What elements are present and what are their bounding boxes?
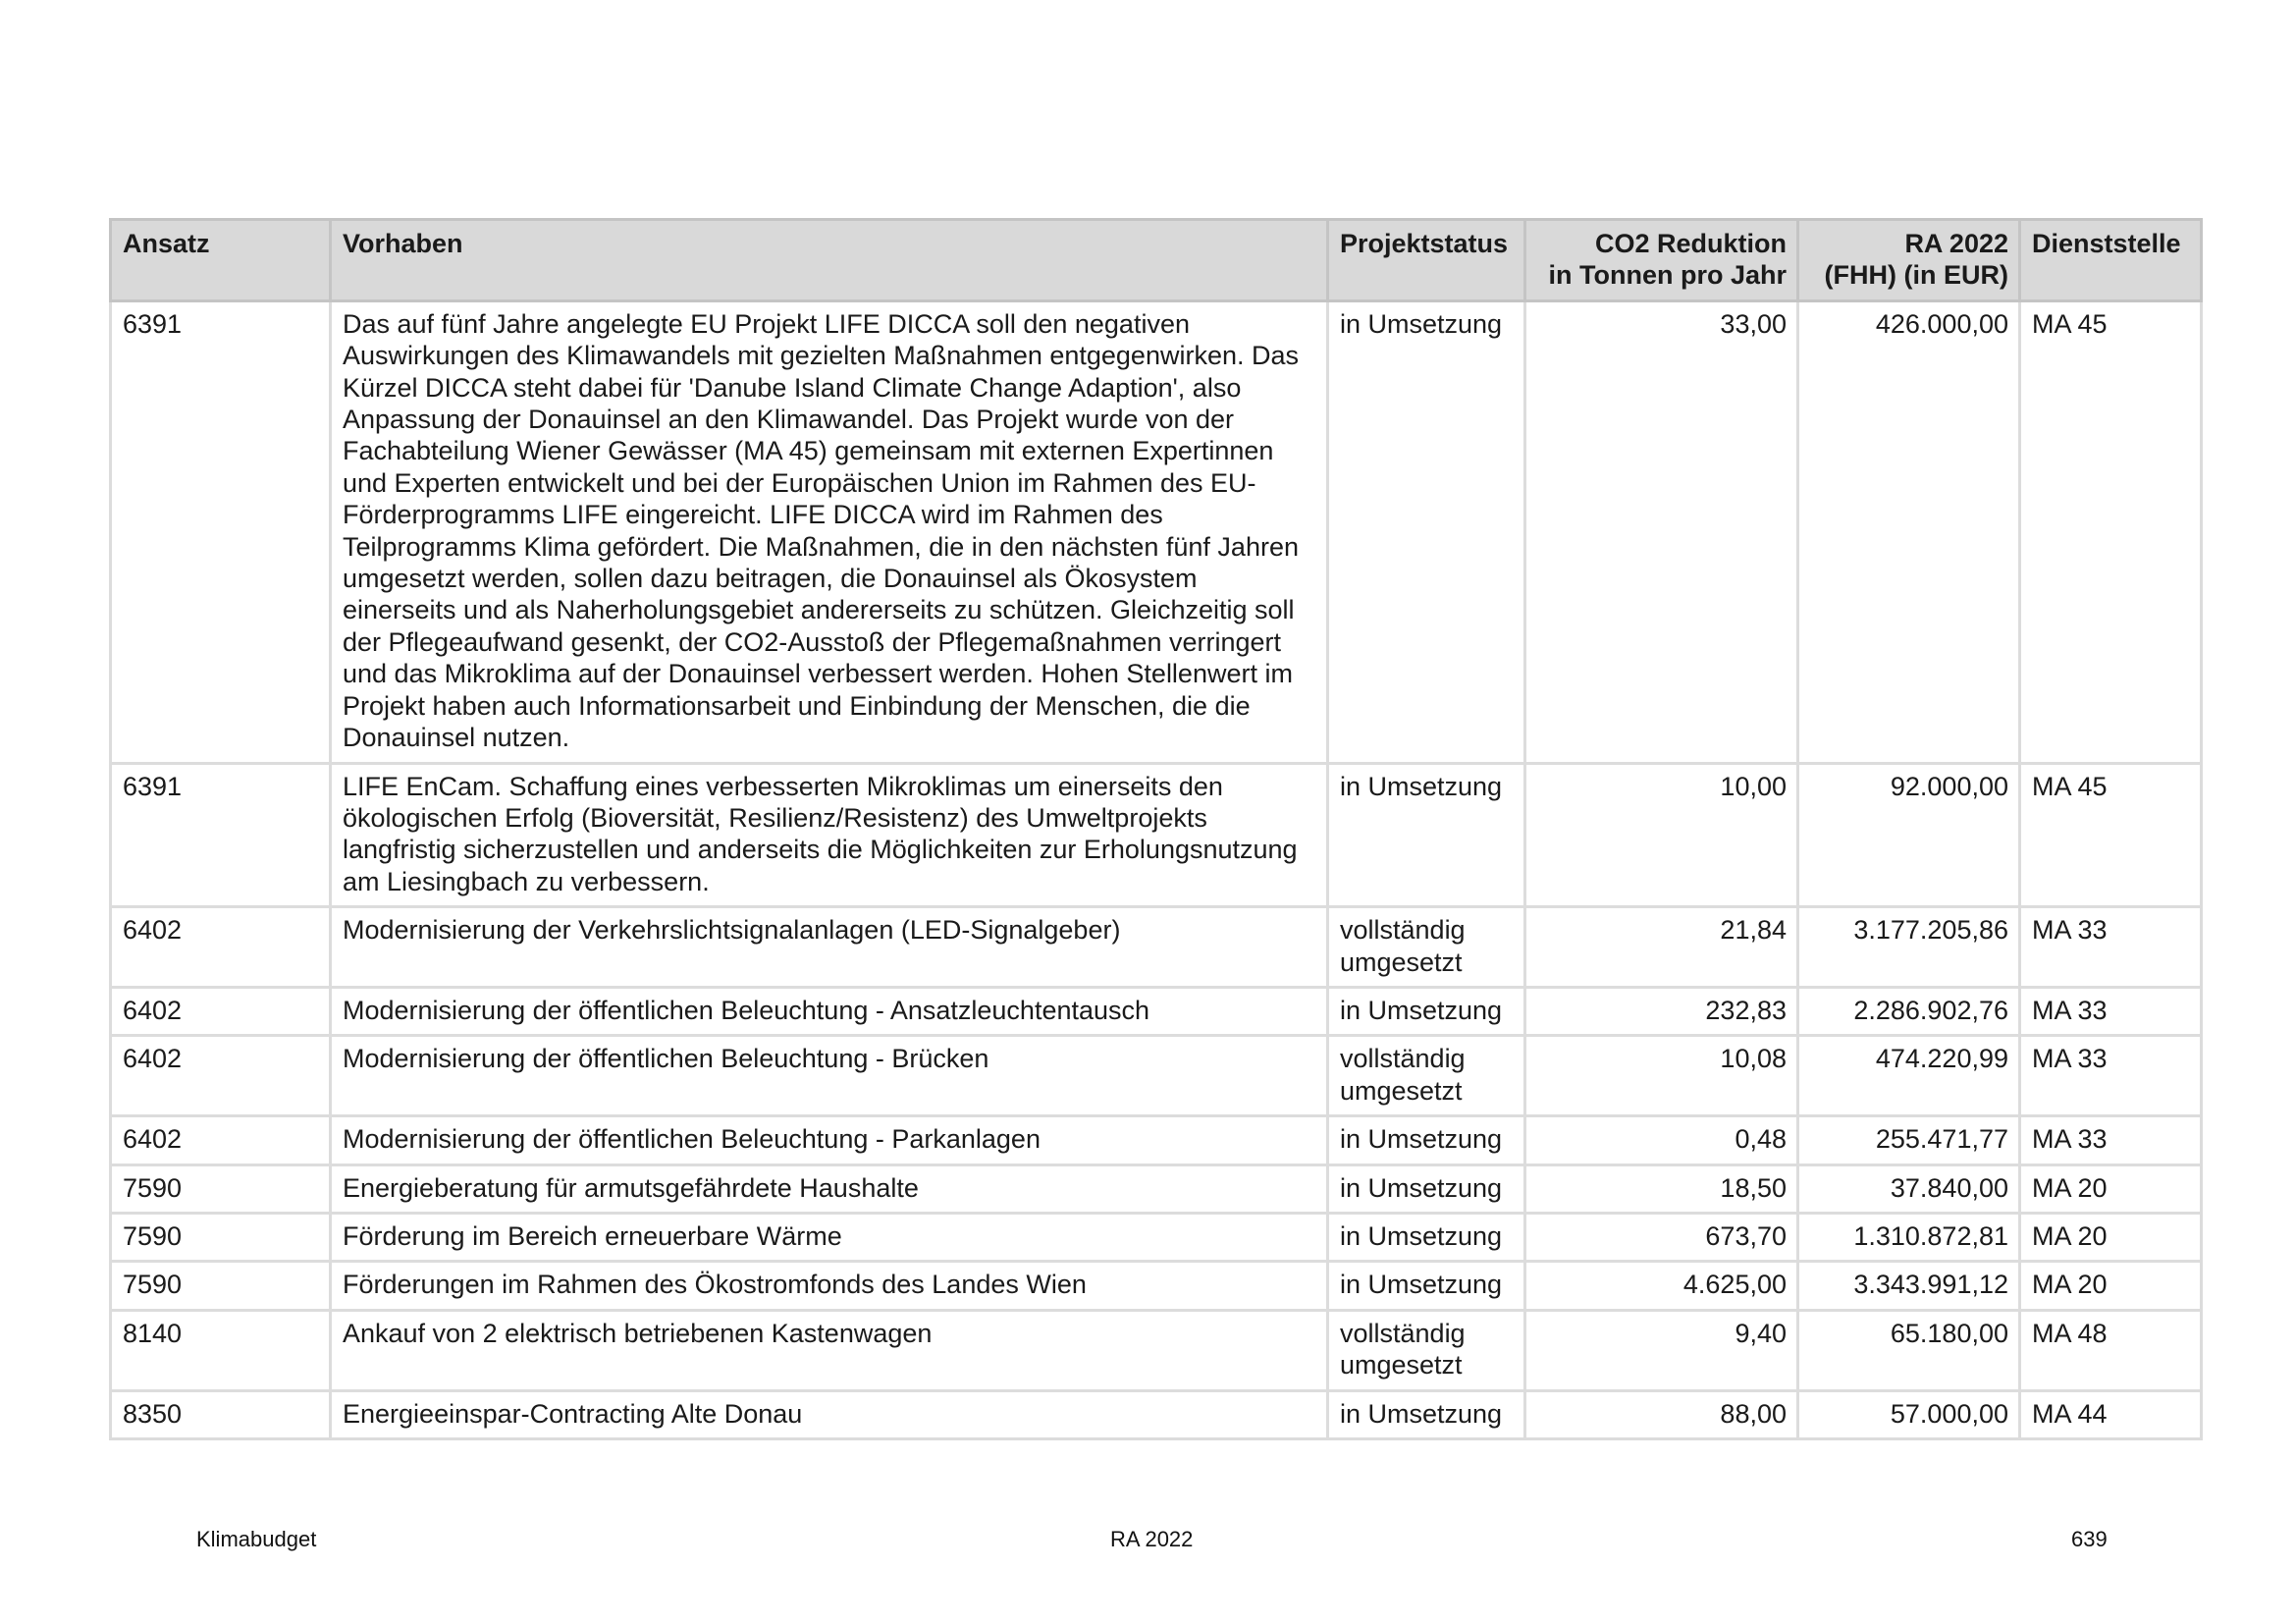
status-line1: in Umsetzung: [1340, 1220, 1503, 1251]
cell-ansatz: 6402: [111, 907, 331, 988]
cell-co2: 673,70: [1525, 1213, 1798, 1261]
cell-ra: 92.000,00: [1798, 763, 2020, 907]
table-row: [111, 1164, 2202, 1213]
table-row: [111, 1116, 2202, 1164]
cell-ra: 65.180,00: [1798, 1310, 2020, 1390]
cell-ansatz: 6391: [111, 763, 331, 907]
status-line1: in Umsetzung: [1340, 1270, 1503, 1300]
cell-ra: 37.840,00: [1798, 1164, 2020, 1213]
cell-dienststelle: MA 33: [2020, 1036, 2202, 1116]
cell-dienststelle: MA 48: [2020, 1310, 2202, 1390]
table-header: [111, 220, 2202, 301]
cell-co2: 18,50: [1525, 1164, 1798, 1213]
klimabudget-table: [109, 218, 2203, 1440]
status-line1: in Umsetzung: [1340, 1398, 1503, 1429]
cell-ansatz: 8350: [111, 1390, 331, 1438]
cell-vorhaben: Modernisierung der öffentlichen Beleuchtung - Parkanlagen: [331, 1116, 1328, 1164]
cell-dienststelle: MA 44: [2020, 1390, 2202, 1438]
status-line1: in Umsetzung: [1340, 1124, 1503, 1155]
cell-dienststelle: MA 33: [2020, 1116, 2202, 1164]
header-co2-line2: in Tonnen pro Jahr: [1548, 260, 1787, 291]
status-line1: vollständig: [1340, 915, 1466, 946]
cell-projektstatus: [1328, 907, 1525, 988]
cell-co2: 88,00: [1525, 1390, 1798, 1438]
cell-ansatz: 8140: [111, 1310, 331, 1390]
header-ra-line1: RA 2022: [1904, 229, 2008, 258]
cell-projektstatus: [1328, 1036, 1525, 1116]
table-row: [111, 987, 2202, 1035]
cell-vorhaben: LIFE EnCam. Schaffung eines verbesserten Mikroklimas um einerseits den ökologischen Erfolg (Bioversität, Resilienz/Resistenz) des Umweltprojekts langfristig sicherzustellen und anderseits die Möglichkeiten zur Erholungsnutzung am Liesingbach zu verbessern.: [331, 763, 1328, 907]
cell-ra: 3.343.991,12: [1798, 1262, 2020, 1310]
cell-ansatz: 6402: [111, 1036, 331, 1116]
status-line2: umgesetzt: [1340, 1350, 1463, 1380]
cell-vorhaben: Ankauf von 2 elektrisch betriebenen Kastenwagen: [331, 1310, 1328, 1390]
status-line1: in Umsetzung: [1340, 308, 1503, 339]
cell-ansatz: 6391: [111, 300, 331, 763]
status-line2: umgesetzt: [1340, 947, 1463, 977]
cell-ansatz: 7590: [111, 1164, 331, 1213]
cell-co2: 10,00: [1525, 763, 1798, 907]
status-line1: in Umsetzung: [1340, 1172, 1503, 1203]
cell-vorhaben: Modernisierung der öffentlichen Beleuchtung - Brücken: [331, 1036, 1328, 1116]
header-vorhaben: Vorhaben: [331, 220, 1328, 301]
cell-ansatz: 6402: [111, 987, 331, 1035]
cell-ansatz: 6402: [111, 1116, 331, 1164]
footer-report-label: RA 2022: [1110, 1527, 1194, 1551]
cell-projektstatus: [1328, 987, 1525, 1035]
cell-ra: 474.220,99: [1798, 1036, 2020, 1116]
cell-ra: 57.000,00: [1798, 1390, 2020, 1438]
cell-projektstatus: [1328, 1390, 1525, 1438]
cell-vorhaben: Modernisierung der öffentlichen Beleuchtung - Ansatzleuchtentausch: [331, 987, 1328, 1035]
cell-dienststelle: MA 45: [2020, 763, 2202, 907]
header-co2-line1: CO2 Reduktion: [1594, 229, 1787, 258]
cell-projektstatus: [1328, 1116, 1525, 1164]
cell-projektstatus: [1328, 300, 1525, 763]
cell-co2: 4.625,00: [1525, 1262, 1798, 1310]
cell-co2: 21,84: [1525, 907, 1798, 988]
cell-dienststelle: MA 33: [2020, 907, 2202, 988]
header-ra-line2: (FHH) (in EUR): [1824, 260, 2008, 291]
table-row: [111, 1213, 2202, 1261]
cell-vorhaben: Energieeinspar-Contracting Alte Donau: [331, 1390, 1328, 1438]
header-row: [111, 220, 2202, 301]
table-row: [111, 1390, 2202, 1438]
cell-projektstatus: [1328, 1213, 1525, 1261]
table-row: [111, 1262, 2202, 1310]
cell-projektstatus: [1328, 1310, 1525, 1390]
cell-projektstatus: [1328, 1262, 1525, 1310]
cell-dienststelle: MA 45: [2020, 300, 2202, 763]
status-line1: in Umsetzung: [1340, 995, 1503, 1025]
table-row: [111, 763, 2202, 907]
cell-ansatz: 7590: [111, 1213, 331, 1261]
cell-vorhaben: Förderung im Bereich erneuerbare Wärme: [331, 1213, 1328, 1261]
cell-ra: 3.177.205,86: [1798, 907, 2020, 988]
header-co2-reduktion: [1525, 220, 1798, 301]
cell-co2: 0,48: [1525, 1116, 1798, 1164]
header-ra-2022: [1798, 220, 2020, 301]
table-body: [111, 300, 2202, 1438]
header-dienststelle: Dienststelle: [2020, 220, 2202, 301]
cell-co2: 9,40: [1525, 1310, 1798, 1390]
status-line1: in Umsetzung: [1340, 771, 1503, 801]
status-line1: vollständig: [1340, 1044, 1466, 1074]
cell-co2: 33,00: [1525, 300, 1798, 763]
cell-dienststelle: MA 20: [2020, 1164, 2202, 1213]
table-row: [111, 1310, 2202, 1390]
cell-dienststelle: MA 20: [2020, 1213, 2202, 1261]
status-line1: vollständig: [1340, 1318, 1466, 1348]
status-line2: umgesetzt: [1340, 1075, 1463, 1106]
cell-co2: 10,08: [1525, 1036, 1798, 1116]
cell-vorhaben: Das auf fünf Jahre angelegte EU Projekt LIFE DICCA soll den negativen Auswirkungen des Klimawandels mit gezielten Maßnahmen entgegenwirken. Das Kürzel DICCA steht dabei für 'Danube Island Climate Change Adaption', also Anpassung der Donauinsel an den Klimawandel. Das Projekt wurde von der Fachabteilung Wiener Gewässer (MA 45) gemeinsam mit externen Expertinnen und Experten entwickelt und bei der Europäischen Union im Rahmen des EU-Förderprogramms LIFE eingereicht. LIFE DICCA wird im Rahmen des Teilprogramms Klima gefördert. Die Maßnahmen, die in den nächsten fünf Jahren umgesetzt werden, sollen dazu beitragen, die Donauinsel als Ökosystem einerseits und als Naherholungsgebiet andererseits zu schützen. Gleichzeitig soll der Pflegeaufwand gesenkt, der CO2-Ausstoß der Pflegemaßnahmen verringert und das Mikroklima auf der Donauinsel verbessert werden. Hohen Stellenwert im Projekt haben auch Informationsarbeit und Einbindung der Menschen, die die Donauinsel nutzen.: [331, 300, 1328, 763]
cell-vorhaben: Modernisierung der Verkehrslichtsignalanlagen (LED-Signalgeber): [331, 907, 1328, 988]
footer-document-title: Klimabudget: [196, 1527, 317, 1551]
header-projektstatus: Projektstatus: [1328, 220, 1525, 301]
table-row: [111, 1036, 2202, 1116]
table-row: [111, 300, 2202, 763]
cell-vorhaben: Förderungen im Rahmen des Ökostromfonds des Landes Wien: [331, 1262, 1328, 1310]
header-ansatz: Ansatz: [111, 220, 331, 301]
cell-co2: 232,83: [1525, 987, 1798, 1035]
cell-ra: 2.286.902,76: [1798, 987, 2020, 1035]
cell-ra: 1.310.872,81: [1798, 1213, 2020, 1261]
cell-vorhaben: Energieberatung für armutsgefährdete Haushalte: [331, 1164, 1328, 1213]
cell-ra: 426.000,00: [1798, 300, 2020, 763]
page-number: 639: [2071, 1527, 2108, 1551]
cell-dienststelle: MA 20: [2020, 1262, 2202, 1310]
table-row: [111, 907, 2202, 988]
cell-projektstatus: [1328, 1164, 1525, 1213]
cell-ra: 255.471,77: [1798, 1116, 2020, 1164]
cell-projektstatus: [1328, 763, 1525, 907]
cell-ansatz: 7590: [111, 1262, 331, 1310]
cell-dienststelle: MA 33: [2020, 987, 2202, 1035]
